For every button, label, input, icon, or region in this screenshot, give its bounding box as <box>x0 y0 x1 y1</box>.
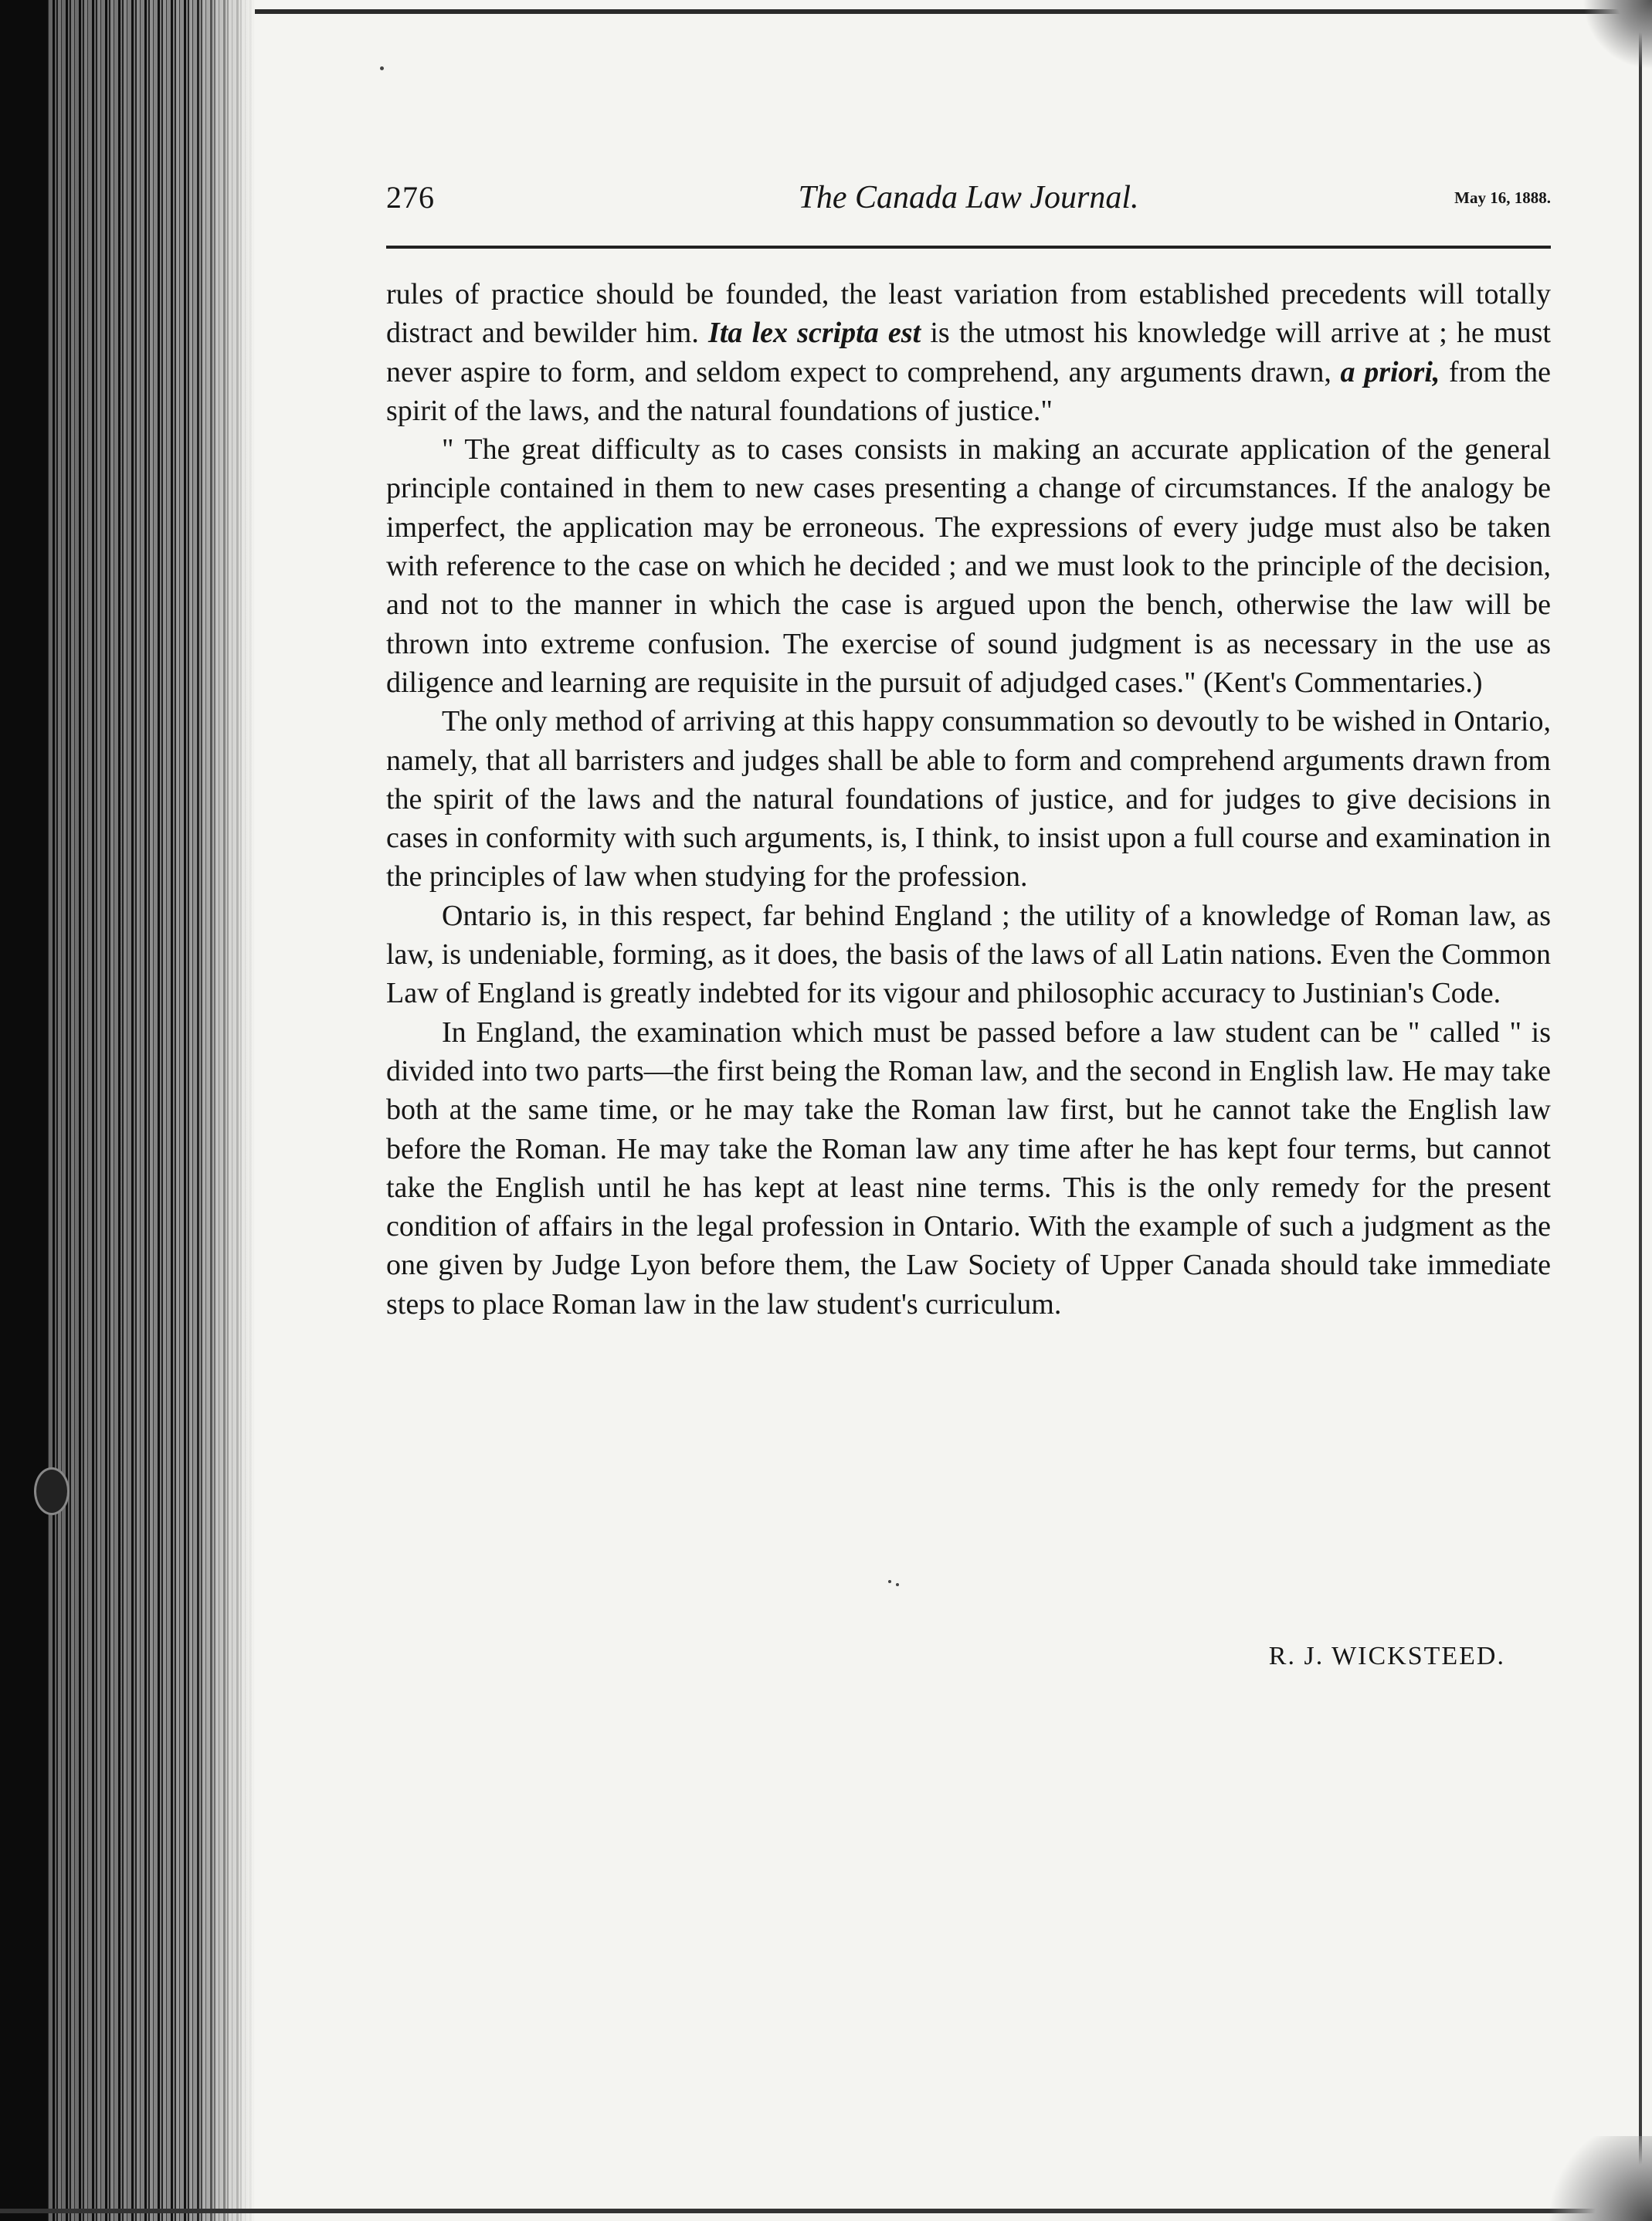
article-paragraph <box>386 897 1551 1013</box>
journal-title: The Canada Law Journal. <box>798 180 1139 215</box>
issue-date: May 16, 1888. <box>1454 188 1551 207</box>
article-paragraph <box>386 430 1551 702</box>
binding-shadow <box>0 0 48 2221</box>
speck <box>896 1583 899 1586</box>
paragraph-text: The only method of arriving at this happy consummation so devoutly to be wished in Ontario, namely, that all barristers and judges shall be able to form and comprehend arguments drawn from the spirit of the laws and the natural foundations of justice, and for judges to give decisions in cases in conformity with such arguments, is, I think, to insist upon a full course and examination in the principles of law when studying for the profession. <box>386 705 1551 893</box>
binding-hole <box>34 1467 70 1515</box>
scan-bottom-edge <box>0 2209 1652 2213</box>
page-number: 276 <box>386 180 435 215</box>
paragraph-text: In England, the examination which must be passed before a law student can be " called " is divided into two parts—the first being the Roman law, and the second in English law. He may take both at the same time, or he may take the Roman law first, but he cannot take the English law before the Roman. He may take the Roman law any time after he has kept four terms, but cannot take the English until he has kept at least nine terms. This is the only remedy for the present condition of affairs in the legal profession in Ontario. With the example of such a judgment as the one given by Judge Lyon before them, the Law Society of Upper Canada should take immediate steps to place Roman law in the law student's curriculum. <box>386 1016 1551 1321</box>
author-signature: R. J. WICKSTEED. <box>1268 1642 1505 1670</box>
scan-right-edge <box>1639 11 1642 2196</box>
binding-fade <box>193 0 255 2221</box>
paragraph-text: from the spirit of the laws, and the natural foundations of justice." <box>386 355 1551 427</box>
speck <box>888 1580 891 1583</box>
header-rule <box>386 246 1551 249</box>
paragraph-text: is the utmost his knowledge will arrive at ; he must never aspire to form, and seldom expect to comprehend, any arguments drawn, <box>386 317 1551 388</box>
paragraph-text: Ontario is, in this respect, far behind England ; the utility of a knowledge of Roman law, as law, is undeniable, forming, as it does, the basis of the laws of all Latin nations. Even the Common Law of England is greatly indebted for its vigour and philosophic accuracy to Justinian's Code. <box>386 899 1551 1010</box>
speck <box>380 66 384 70</box>
paragraph-text: rules of practice should be founded, the least variation from established precedents will totally distract and bewilder him. <box>386 278 1551 350</box>
italic-phrase: Ita lex scripta est <box>708 317 921 350</box>
corner-smudge-top <box>1582 0 1652 70</box>
article-paragraph <box>386 275 1551 430</box>
article-body <box>386 275 1551 1324</box>
corner-smudge-bottom <box>1536 2136 1652 2221</box>
scan-top-edge <box>255 9 1645 14</box>
article-paragraph <box>386 1013 1551 1324</box>
italic-phrase: a priori, <box>1340 355 1440 388</box>
page-header <box>386 179 1551 227</box>
paragraph-text: " The great difficulty as to cases consists in making an accurate application of the general principle contained in them to new cases presenting a change of circumstances. If the analogy be imperfect, the application may be erroneous. The expressions of every judge must also be taken with reference to the case on which he decided ; and we must look to the principle of the decision, and not to the manner in which the case is argued upon the bench, otherwise the law will be thrown into extreme confusion. The exercise of sound judgment is as necessary in the use as diligence and learning are requisite in the pursuit of adjudged cases." (Kent's Commentaries.) <box>386 433 1551 699</box>
article-paragraph <box>386 702 1551 896</box>
